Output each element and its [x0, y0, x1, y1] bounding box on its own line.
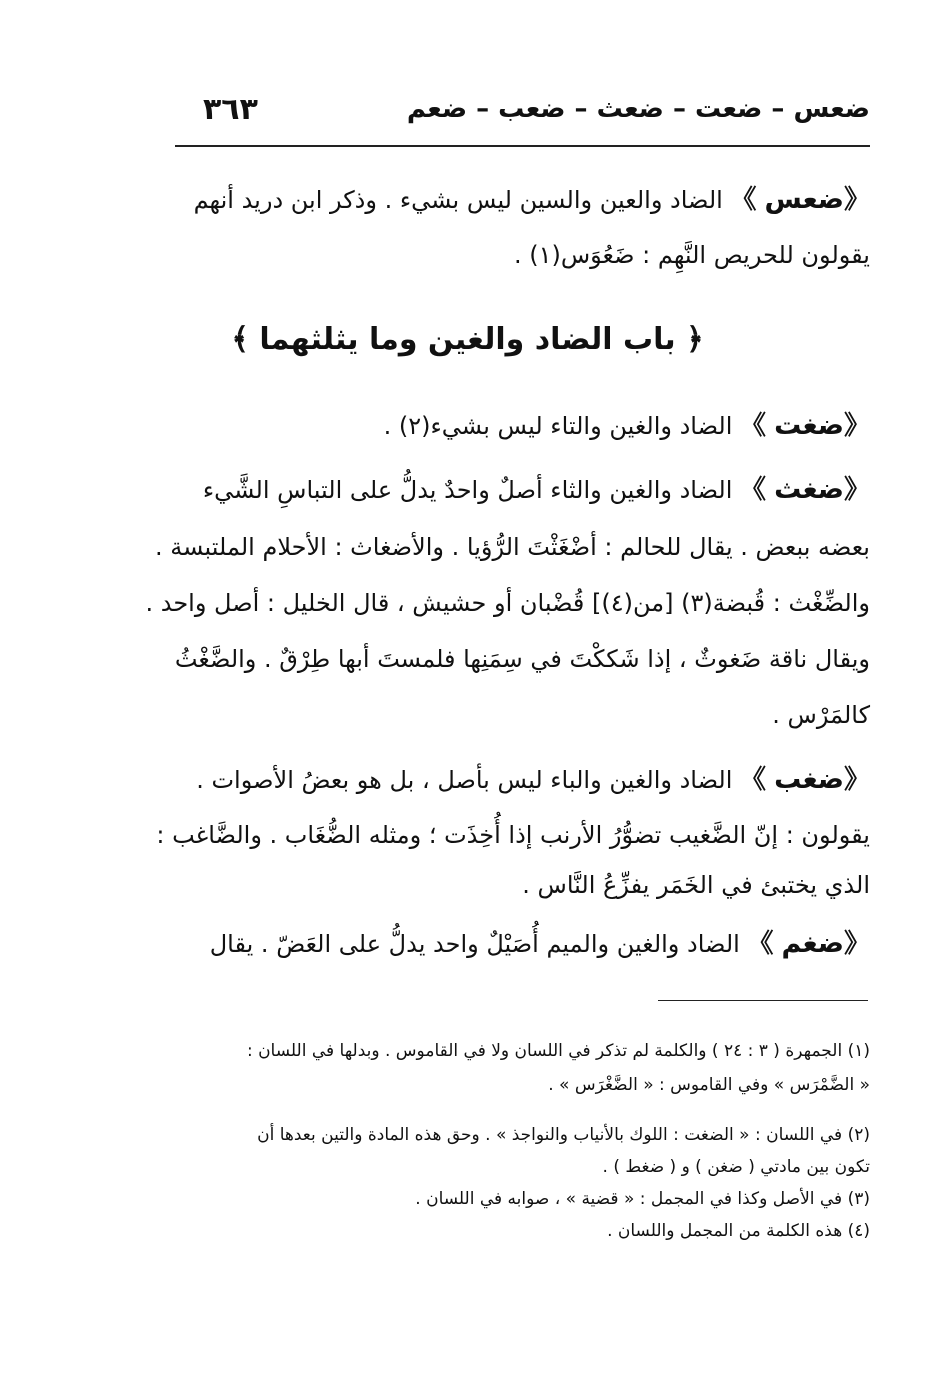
entry-line: 《ضغم》 الضاد والغين والميم أُصَيْلٌ واحد يدلُّ على العَضّ . يقال	[209, 928, 870, 959]
footnote-line: (٤) هذه الكلمة من المجمل واللسان .	[607, 1221, 870, 1241]
entry-line: 《ضعس》 الضاد والعين والسين ليس بشيء . وذكر ابن دريد أنهم	[193, 184, 870, 215]
entry-line: الذي يختبئ في الخَمَر يفزِّعُ النَّاس .	[522, 871, 870, 899]
entry-line: 《ضغب》 الضاد والغين والباء ليس بأصل ، بل هو بعضُ الأصوات .	[196, 764, 870, 795]
entry-text: الضاد والعين والسين ليس بشيء . وذكر ابن دريد أنهم	[193, 186, 723, 214]
entry-text: الضاد والغين والثاء أصلٌ واحدٌ يدلُّ على التباسِ الشَّيء	[202, 476, 733, 504]
footnote-line: تكون بين مادتي ( ضغن ) و ( ضغط ) .	[602, 1157, 870, 1177]
entry-line: 《ضغت》 الضاد والغين والتاء ليس بشيء(٢) .	[383, 410, 870, 441]
entry-headword: ضغب	[774, 764, 844, 795]
footnote-rule	[658, 1000, 868, 1001]
entry-line: يقولون للحريص النَّهِم : ضَعُوَس(١) .	[513, 241, 870, 269]
entry-line: 《ضغث》 الضاد والغين والثاء أصلٌ واحدٌ يدلُّ على التباسِ الشَّيء	[202, 474, 870, 505]
footnote-line: (٢) في اللسان : « الضغت : اللوك بالأنياب والنواجذ » . وحق هذه المادة والتين بعدها أن	[257, 1125, 870, 1145]
entry-headword: ضغم	[781, 928, 844, 959]
entry-headword: ضعس	[764, 184, 844, 215]
running-head: ضعس – ضعت – ضعث – ضعب – ضعم	[406, 94, 870, 124]
footnote-line: (٣) في الأصل وكذا في المجمل : « قضية » ، صوابه في اللسان .	[415, 1189, 870, 1209]
page-header	[175, 92, 870, 132]
entry-line: بعضه ببعض . يقال للحالم : أضْغَثْتَ الرُّؤيا . والأضغاث : الأحلام الملتبسة .	[155, 533, 870, 561]
page-number: ٣٦٣	[203, 92, 258, 127]
entry-headword: ضغت	[774, 410, 844, 441]
entry-text: الضاد والغين والباء ليس بأصل ، بل هو بعضُ الأصوات .	[196, 766, 733, 794]
footnote-line: (١) الجمهرة ( ٣ : ٢٤ ) والكلمة لم تذكر في اللسان ولا في القاموس . وبدلها في اللسان :	[246, 1041, 870, 1061]
entry-text: الضاد والغين والميم أُصَيْلٌ واحد يدلُّ على العَضّ . يقال	[209, 930, 740, 958]
footnote-line: « الضَّمْرَس » وفي القاموس : « الضَّغْرَس » .	[548, 1075, 870, 1095]
chapter-title: باب الضاد والغين وما يثلثهما	[259, 322, 676, 357]
entry-line: كالمَرْس .	[772, 701, 870, 729]
entry-line: والضِّغْث : قُبضة(٣) [من(٤)] قُضْبان أو حشيش ، قال الخليل : أصل واحد .	[145, 589, 870, 617]
entry-line: يقولون : إنّ الضَّغيب تضوُّرُ الأرنب إذا أُخِذَت ؛ ومثله الضُّغَاب . والضَّاغب :	[156, 821, 870, 849]
entry-line: ويقال ناقة ضَغوثٌ ، إذا شَككْتَ في سِمَنِها فلمستَ أبها طِرْقٌ . والضَّغْثُ	[174, 645, 870, 673]
entry-text: الضاد والغين والتاء ليس بشيء(٢) .	[383, 412, 733, 440]
chapter-heading: ﴿ باب الضاد والغين وما يثلثهما ﴾	[231, 322, 704, 357]
entry-headword: ضغث	[774, 474, 844, 505]
header-rule	[175, 145, 870, 147]
